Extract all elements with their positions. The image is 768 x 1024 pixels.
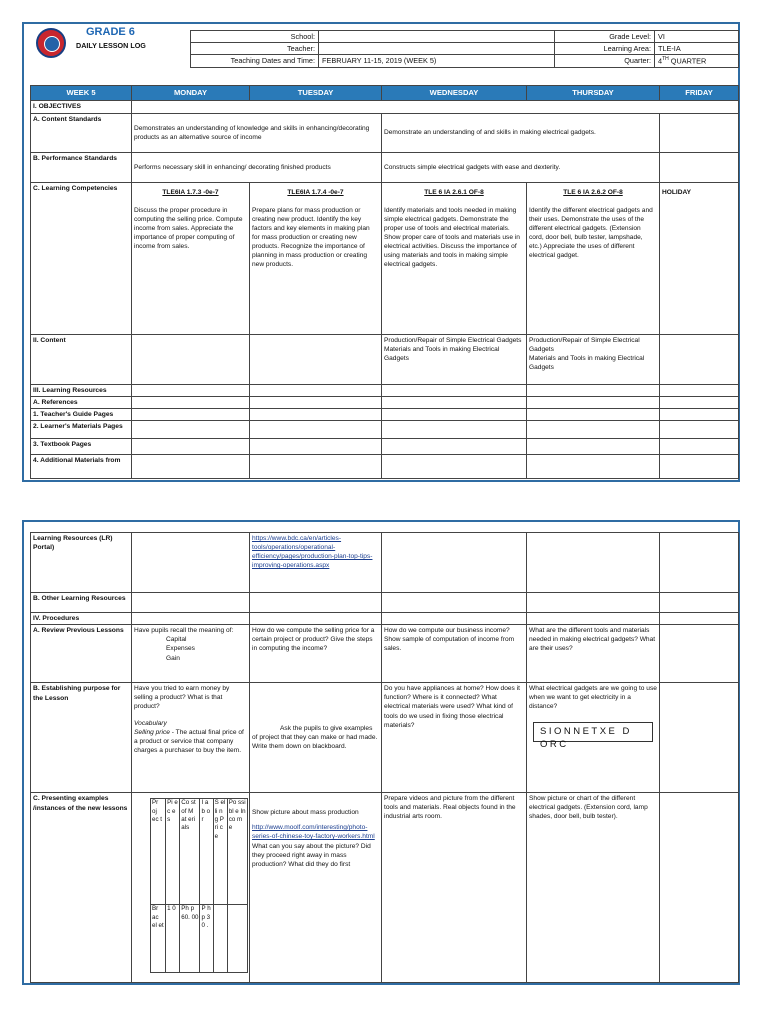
performance-standards-label: B. Performance Standards: [31, 152, 132, 182]
learning-area-value: TLE-IA: [655, 43, 739, 55]
performance-standards-mon-tue: Performs necessary skill in enhancing/ decorating finished products: [132, 152, 382, 182]
review-wednesday: How do we compute our business income? Show sample of computation of income from sales.: [382, 625, 527, 683]
content-standards-label: A. Content Standards: [31, 113, 132, 152]
competency-code-mon: TLE6IA 1.7.3 -0e-7: [162, 188, 219, 196]
presenting-monday: [132, 793, 250, 983]
quarter-label: Quarter:: [555, 55, 655, 68]
other-resources-label: B. Other Learning Resources: [31, 593, 132, 613]
lr-portal-label: Learning Resources (LR) Portal): [31, 533, 132, 593]
lesson-table-1: [30, 85, 739, 479]
grade-title: GRADE 6: [86, 26, 135, 38]
lesson-table-2: [30, 532, 739, 983]
competency-thursday: TLE 6 IA 2.6.2 OF-8 Identify the different electrical gadgets and their uses. Demonstrate the uses of the different electrical gadgets. (Extension cord, door bell, bulb tester, lampshade, etc.) Appreciate the uses of different electrical gadget.: [527, 182, 660, 334]
competencies-label: C. Learning Competencies: [31, 182, 132, 334]
competency-code-thu: TLE 6 IA 2.6.2 OF-8: [563, 188, 623, 196]
log-title: DAILY LESSON LOG: [76, 41, 146, 50]
content-thursday: Production/Repair of Simple Electrical Gadgets Materials and Tools in making Electrical Gadgets: [527, 334, 660, 384]
scrambled-word-box: SIONNETXE D ORC: [533, 722, 653, 742]
learning-area-label: Learning Area:: [555, 43, 655, 55]
objectives-label: I. OBJECTIVES: [31, 101, 132, 113]
lesson-log-page-1: [22, 22, 740, 482]
teacher-value: [319, 43, 555, 55]
presenting-tuesday: Show picture about mass production http://www.moolf.com/interesting/photo-series-of-chinese-toy-factory-workers.html What can you say about the picture? Did they proceed right away in mass production? What did they do first: [250, 793, 382, 983]
purpose-monday: Have you tried to earn money by selling a product? What is that product? Vocabulary Selling price - The actual final price of a product or service that company charges a purchaser to buy the item.: [132, 683, 250, 793]
review-monday: Have pupils recall the meaning of: Capital Expenses Gain: [132, 625, 250, 683]
competency-monday: TLE6IA 1.7.3 -0e-7 Discuss the proper procedure in computing the selling price. Compute income from sales. Appreciate the importance of proper computing of income from sales.: [132, 182, 250, 334]
content-standards-mon-tue: Demonstrates an understanding of knowledge and skills in enhancing/decorating products as an alternative source of income: [132, 113, 382, 152]
lesson-log-page-2: [22, 520, 740, 985]
quarter-value: 4TH QUARTER: [655, 55, 739, 68]
header-table: [190, 30, 739, 68]
presenting-thursday: Show picture or chart of the different electrical gadgets. (Extension cord, lamp shades, door bell, bulb tester).: [527, 793, 660, 983]
competency-tuesday: TLE6IA 1.7.4 -0e-7 Prepare plans for mass production or creating new product. Identify the key factors and key elements in making plan for mass production or creating new products. Recognize the importance of planning in mass production or creating new products.: [250, 182, 382, 334]
teacher-label: Teacher:: [191, 43, 319, 55]
grade-level-value: VI: [655, 31, 739, 43]
lr-portal-link[interactable]: https://www.bdc.ca/en/articles-tools/operations/operational-efficiency/pages/production-plan-top-tips-improving-operations.aspx: [252, 535, 373, 570]
review-thursday: What are the different tools and materials needed in making electrical gadgets? What are their uses?: [527, 625, 660, 683]
wednesday-header: WEDNESDAY: [382, 86, 527, 101]
content-label: II. Content: [31, 334, 132, 384]
competency-friday: [660, 182, 739, 334]
monday-header: MONDAY: [132, 86, 250, 101]
procedures-label: IV. Procedures: [31, 613, 132, 625]
school-label: School:: [191, 31, 319, 43]
presenting-wednesday: Prepare videos and picture from the different tools and materials. Real objects found in the industrial arts room.: [382, 793, 527, 983]
learning-resources-label: III. Learning Resources: [31, 384, 132, 396]
holiday-label: HOLIDAY: [662, 188, 692, 196]
presenting-label: C. Presenting examples /instances of the new lessons: [31, 793, 132, 983]
lr-portal-tuesday: [250, 533, 382, 593]
competency-code-wed: TLE 6 IA 2.6.1 OF-8: [424, 188, 484, 196]
friday-header: FRIDAY: [660, 86, 739, 101]
references-label: A. References: [31, 396, 132, 408]
thursday-header: THURSDAY: [527, 86, 660, 101]
review-tuesday: How do we compute the selling price for a certain project or product? Give the steps in computing the income?: [250, 625, 382, 683]
toy-factory-link[interactable]: http://www.moolf.com/interesting/photo-series-of-chinese-toy-factory-workers.html: [252, 824, 375, 841]
teachers-guide-label: 1. Teacher's Guide Pages: [31, 409, 132, 421]
purpose-wednesday: Do you have appliances at home? How does it function? Where is it connected? What electrical materials were used? What kind of tools do we used in fixing those electrical materials?: [382, 683, 527, 793]
purpose-thursday: What electrical gadgets are we going to use when we want to get electricity in a distance? SIONNETXE D ORC: [527, 683, 660, 793]
content-standards-wed-thu: Demonstrate an understanding of and skills in making electrical gadgets.: [382, 113, 660, 152]
performance-standards-wed-thu: Constructs simple electrical gadgets with ease and dexterity.: [382, 152, 660, 182]
competency-code-tue: TLE6IA 1.7.4 -0e-7: [287, 188, 344, 196]
review-label: A. Review Previous Lessons: [31, 625, 132, 683]
purpose-tuesday: Ask the pupils to give examples of project that they can make or had made. Write them down on blackboard.: [250, 683, 382, 793]
teaching-dates-label: Teaching Dates and Time:: [191, 55, 319, 68]
deped-seal-logo: [36, 28, 66, 58]
purpose-label: B. Establishing purpose for the Lesson: [31, 683, 132, 793]
additional-materials-label: 4. Additional Materials from: [31, 455, 132, 479]
school-value: [319, 31, 555, 43]
tuesday-header: TUESDAY: [250, 86, 382, 101]
textbook-pages-label: 3. Textbook Pages: [31, 439, 132, 455]
learners-materials-label: 2. Learner's Materials Pages: [31, 421, 132, 439]
income-computation-table: Pr oj ec t Pi e c e s Co st of M at eri als I a b o r S el li n g P ri c e Po ssi bl e In co m e Br ac el et 1 0 Ph p 60. 00 P h p 3 0 .: [150, 798, 248, 973]
week-header: WEEK 5: [31, 86, 132, 101]
teaching-dates-value: FEBRUARY 11-15, 2019 (WEEK 5): [319, 55, 555, 68]
content-wednesday: Production/Repair of Simple Electrical Gadgets Materials and Tools in making Electrical Gadgets: [382, 334, 527, 384]
grade-level-label: Grade Level:: [555, 31, 655, 43]
competency-wednesday: TLE 6 IA 2.6.1 OF-8 Identify materials and tools needed in making simple electrical gadgets. Demonstrate the proper use of tools and electrical materials. Show proper care of tools and materials use in electrical activities. Discuss the importance of using materials and tools in making simple electrical gadgets.: [382, 182, 527, 334]
